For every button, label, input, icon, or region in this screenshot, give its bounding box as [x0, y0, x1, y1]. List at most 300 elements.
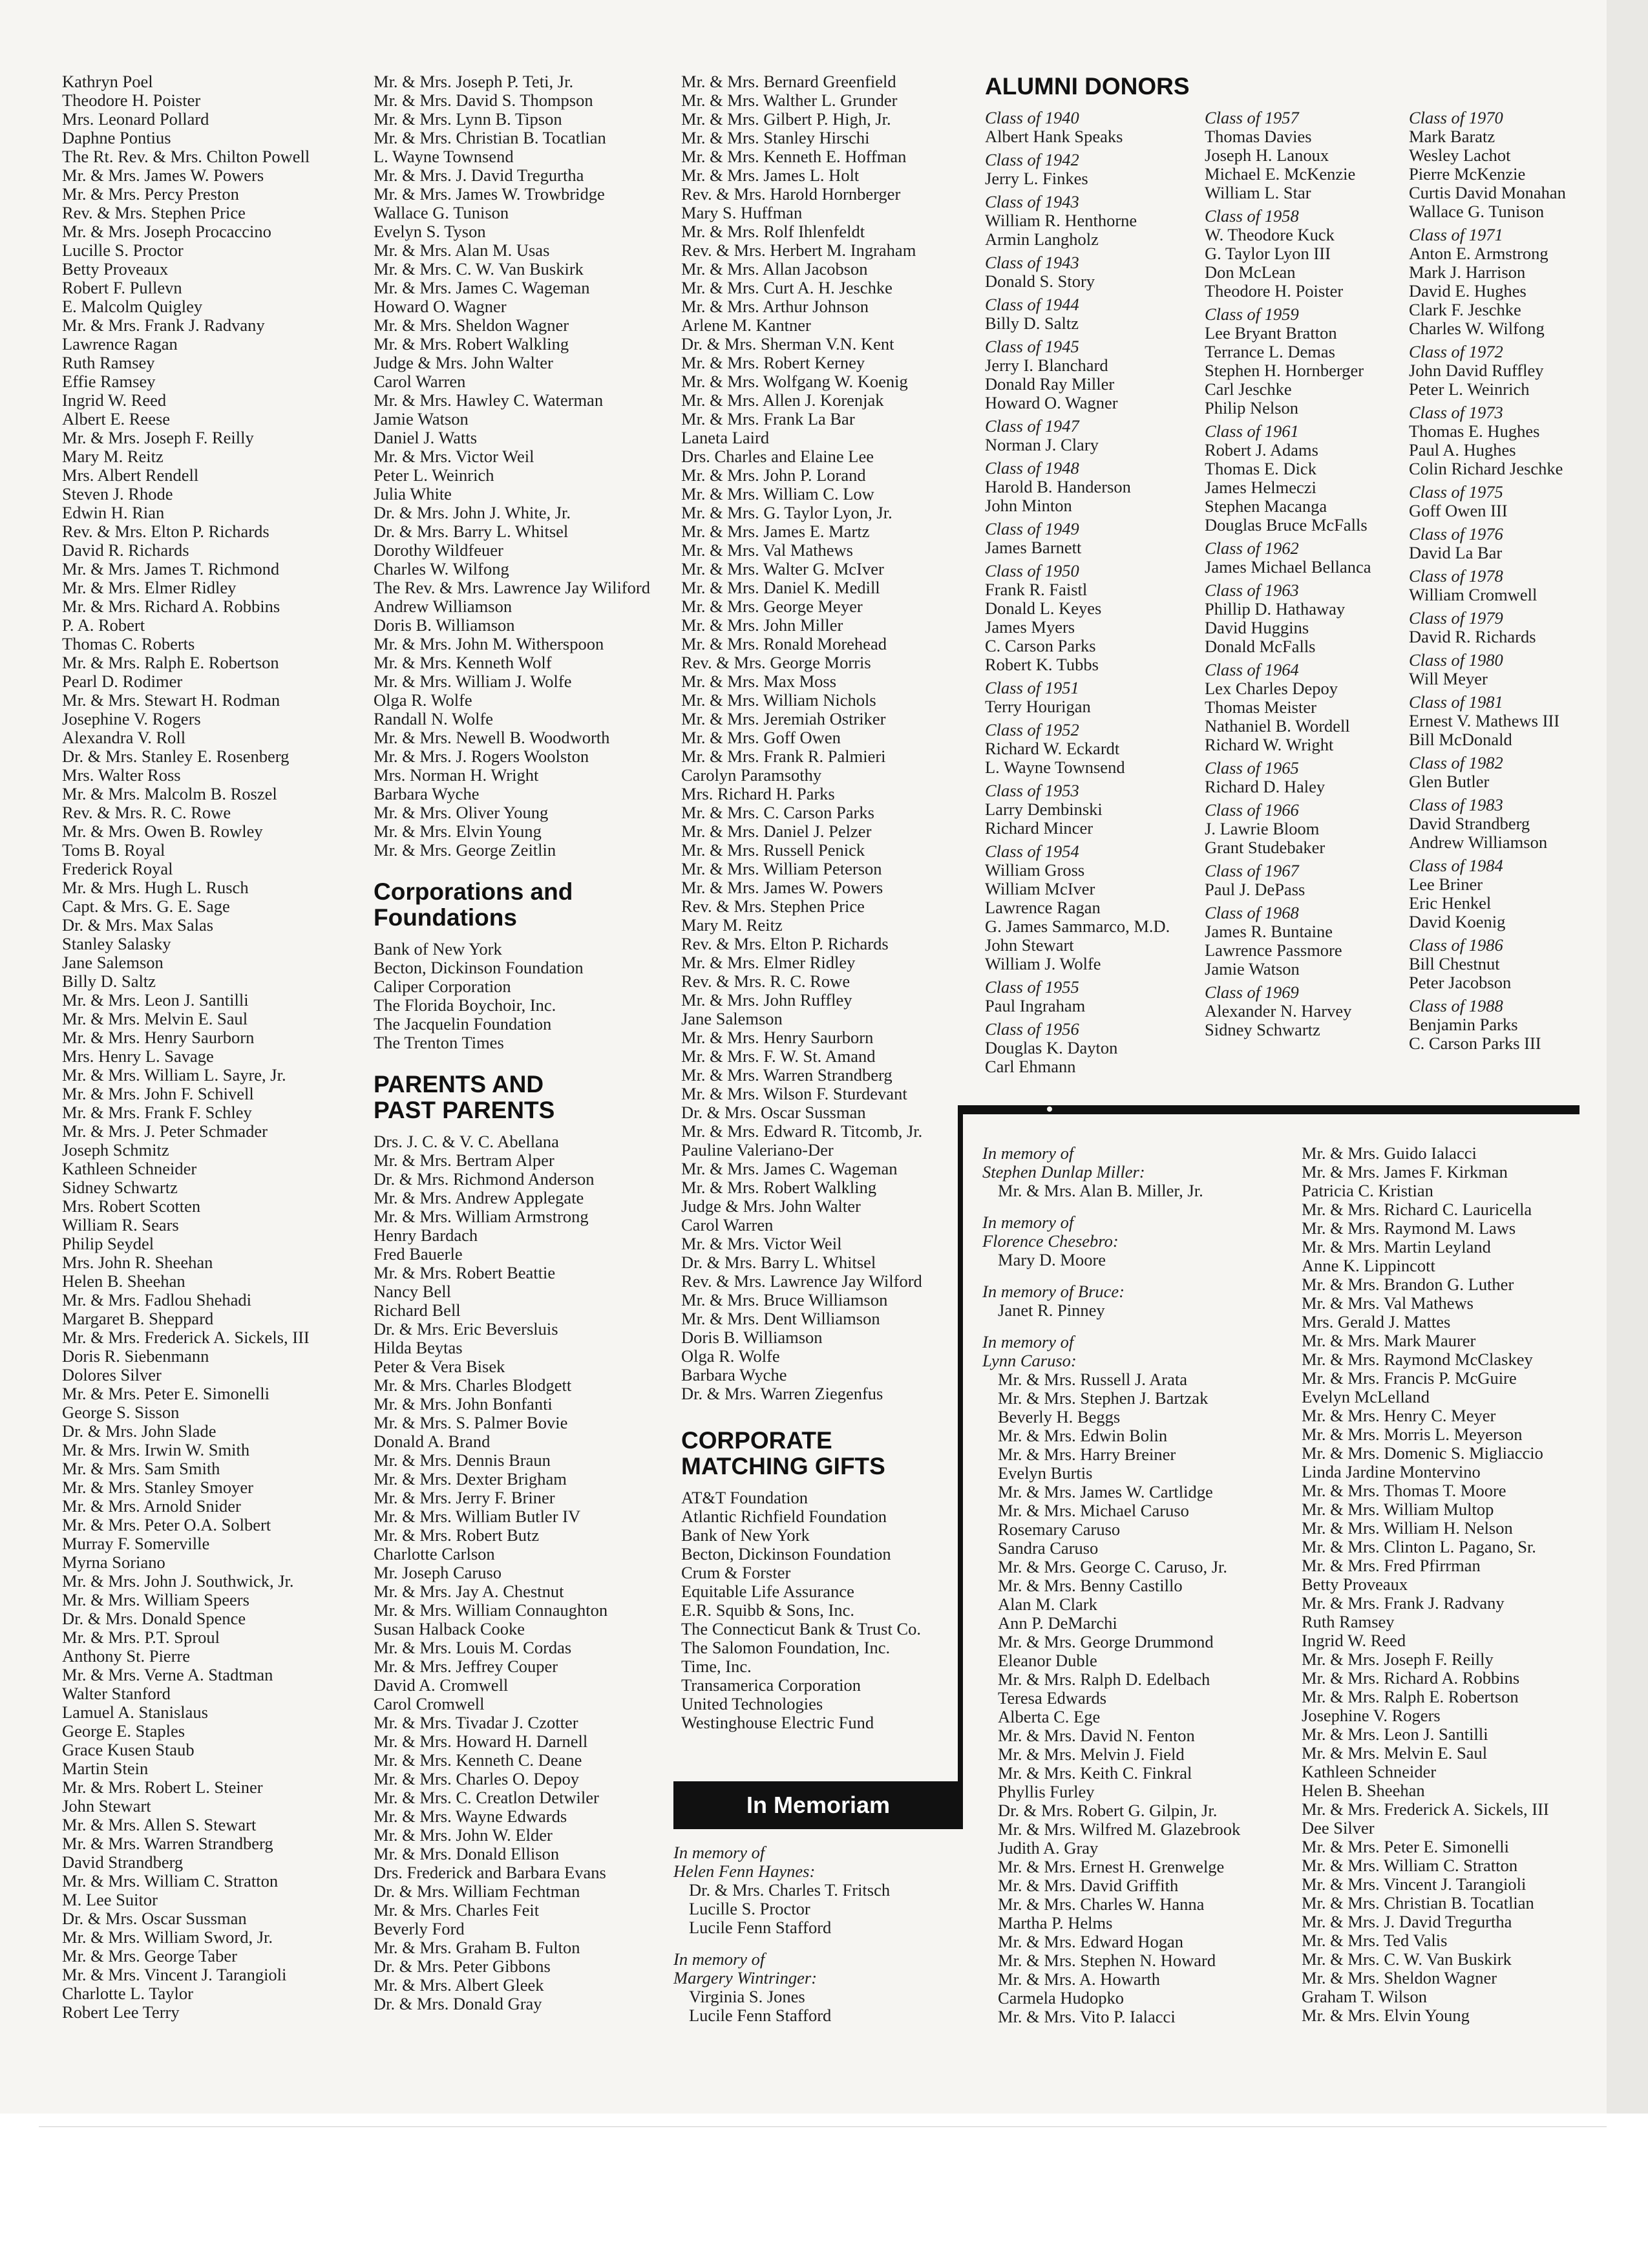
memorial-donor: Alan M. Clark — [998, 1595, 1097, 1614]
parent-donor-name: Mr. & Mrs. Stanley Hirschi — [681, 128, 870, 147]
memorial-donor: Lucile Fenn Stafford — [689, 2006, 832, 2025]
alumni-name: Philip Nelson — [1205, 398, 1299, 418]
donor-name: Mr. & Mrs. John F. Schivell — [62, 1084, 254, 1103]
donor-name: Stanley Salasky — [62, 934, 171, 953]
memorial-donor: Mr. & Mrs. Frank J. Radvany — [1302, 1593, 1505, 1613]
memorial-donor: Judith A. Gray — [998, 1838, 1099, 1858]
parent-donor-name: Mr. & Mrs. Bertram Alper — [374, 1150, 555, 1170]
class-year-label: Class of 1972 — [1409, 342, 1503, 361]
memorial-donor: Mr. & Mrs. Guido Ialacci — [1302, 1143, 1477, 1163]
donor-name: L. Wayne Townsend — [374, 147, 514, 166]
memorial-donor: Ingrid W. Reed — [1302, 1631, 1406, 1650]
memorial-donor: Mr. & Mrs. Ralph E. Robertson — [1302, 1687, 1519, 1706]
parent-donor-name: Mr. & Mrs. Louis M. Cordas — [374, 1638, 572, 1657]
alumni-name: William Cromwell — [1409, 585, 1537, 604]
parent-donor-name: Mr. & Mrs. William Nichols — [681, 690, 876, 710]
parent-donor-name: Beverly Ford — [374, 1919, 465, 1938]
donor-column-2 — [374, 72, 650, 2013]
donor-name: Kathryn Poel — [62, 72, 153, 91]
class-group — [1409, 609, 1566, 646]
donor-name: Mr. & Mrs. Verne A. Stadtman — [62, 1665, 273, 1684]
alumni-name: James Michael Bellanca — [1205, 557, 1371, 577]
memorial-donor: Mr. & Mrs. Keith C. Finkral — [998, 1763, 1192, 1783]
memorial-label: In memory of — [673, 1949, 765, 1969]
parent-donor-name: Nancy Bell — [374, 1282, 451, 1301]
memorial-donor: Mr. & Mrs. Raymond M. Laws — [1302, 1218, 1516, 1238]
parent-donor-name: Mary M. Reitz — [681, 915, 783, 935]
donor-name: Mr. & Mrs. Frank F. Schley — [62, 1103, 252, 1122]
parent-donor-name: Mary S. Huffman — [681, 203, 803, 222]
alumni-name: Richard D. Haley — [1205, 777, 1326, 796]
parent-donor-name: Jane Salemson — [681, 1009, 783, 1028]
class-group — [1205, 759, 1371, 796]
parent-donor-name: Carol Warren — [681, 1215, 774, 1235]
alumni-name: Wesley Lachot — [1409, 145, 1511, 165]
alumni-column-c — [1409, 109, 1566, 1057]
donor-name: William R. Sears — [62, 1215, 179, 1235]
matching-gift-company: E.R. Squibb & Sons, Inc. — [681, 1600, 854, 1620]
donor-name: The Rt. Rev. & Mrs. Chilton Powell — [62, 147, 310, 166]
donor-name: Evelyn S. Tyson — [374, 222, 486, 241]
matching-heading-line-2: MATCHING GIFTS — [681, 1453, 885, 1479]
alumni-name: Lee Bryant Bratton — [1205, 323, 1337, 343]
donor-name: Mr. & Mrs. Owen B. Rowley — [62, 821, 263, 841]
donor-name: Olga R. Wolfe — [374, 690, 472, 710]
class-group — [1409, 997, 1566, 1053]
memorial-donor: Josephine V. Rogers — [1302, 1706, 1441, 1725]
class-group — [985, 193, 1170, 249]
class-group — [985, 1020, 1170, 1076]
donor-name: Mr. & Mrs. John M. Witherspoon — [374, 634, 604, 653]
donor-name: Myrna Soriano — [62, 1553, 165, 1572]
alumni-name: William Gross — [985, 860, 1085, 880]
memorial-column-left — [982, 1144, 1240, 2039]
donor-name: Mr. & Mrs. William C. Stratton — [62, 1871, 279, 1891]
donor-name: Dr. & Mrs. Stanley E. Rosenberg — [62, 747, 290, 766]
parent-donor-name: Mr. & Mrs. Jeremiah Ostriker — [681, 709, 886, 728]
memorial-donor: Evelyn Burtis — [998, 1463, 1093, 1483]
donor-name: Mr. & Mrs. Christian B. Tocatlian — [374, 128, 606, 147]
matching-gift-company: AT&T Foundation — [681, 1488, 808, 1507]
parent-donor-name: Mr. & Mrs. Gilbert P. High, Jr. — [681, 109, 891, 129]
class-group — [1205, 581, 1371, 656]
donor-name: Mr. & Mrs. Henry Saurborn — [62, 1028, 255, 1047]
alumni-name: Larry Dembinski — [985, 800, 1103, 819]
donor-name: Mr. & Mrs. Fadlou Shehadi — [62, 1290, 251, 1309]
class-group — [1409, 796, 1566, 852]
parents-heading-line-1: PARENTS AND — [374, 1071, 544, 1097]
donor-name: Mr. & Mrs. Joseph F. Reilly — [62, 428, 254, 447]
donor-name: Mrs. Walter Ross — [62, 765, 181, 785]
parent-donor-name: Judge & Mrs. John Walter — [681, 1196, 861, 1216]
class-year-label: Class of 1948 — [985, 458, 1079, 478]
alumni-name: L. Wayne Townsend — [985, 758, 1125, 777]
donor-name: Mr. & Mrs. William Sword, Jr. — [62, 1927, 273, 1947]
parent-donor-name: Rev. & Mrs. Lawrence Jay Wilford — [681, 1271, 922, 1291]
alumni-name: G. Taylor Lyon III — [1205, 244, 1331, 263]
matching-gift-company: Bank of New York — [681, 1525, 810, 1545]
class-year-label: Class of 1982 — [1409, 753, 1503, 772]
donor-name: Mr. & Mrs. Elvin Young — [374, 821, 542, 841]
alumni-name: Donald Ray Miller — [985, 374, 1115, 394]
alumni-name: James Myers — [985, 617, 1075, 637]
memorial-donor: Mr. & Mrs. Benny Castillo — [998, 1576, 1183, 1595]
alumni-name: Andrew Williamson — [1409, 832, 1548, 852]
alumni-name: Ernest V. Mathews III — [1409, 711, 1560, 730]
parent-donor-name: Doris B. Williamson — [681, 1328, 823, 1347]
donor-name: Mr. & Mrs. Leon J. Santilli — [62, 990, 249, 1010]
class-group — [1205, 305, 1371, 418]
donor-name: Mr. & Mrs. Sheldon Wagner — [374, 315, 569, 335]
parent-donor-name: Dr. & Mrs. Barry L. Whitsel — [681, 1253, 876, 1272]
corporation-name: The Jacquelin Foundation — [374, 1014, 552, 1033]
parent-donor-name: Mr. & Mrs. Kenneth C. Deane — [374, 1750, 582, 1770]
class-group — [985, 520, 1170, 557]
memorial-label: In memory of Bruce: — [982, 1282, 1125, 1301]
alumni-name: Theodore H. Poister — [1205, 281, 1344, 301]
donor-name: Mrs. Leonard Pollard — [62, 109, 209, 129]
donor-name: Mr. & Mrs. Alan M. Usas — [374, 240, 550, 260]
donor-name: Daphne Pontius — [62, 128, 171, 147]
parent-donor-name: Mr. & Mrs. Allan Jacobson — [681, 259, 868, 279]
donor-name: Mrs. Henry L. Savage — [62, 1046, 214, 1066]
memorial-donor: Mr. & Mrs. Leon J. Santilli — [1302, 1724, 1488, 1744]
parent-donor-name: Mr. & Mrs. James E. Martz — [681, 522, 870, 541]
memorial-donor: Dr. & Mrs. Robert G. Gilpin, Jr. — [998, 1801, 1218, 1820]
alumni-name: C. Carson Parks — [985, 636, 1096, 655]
donor-name: Jamie Watson — [374, 409, 469, 429]
donor-name: Lawrence Ragan — [62, 334, 178, 354]
class-year-label: Class of 1951 — [985, 678, 1079, 697]
alumni-name: Thomas Meister — [1205, 697, 1316, 717]
donor-name: Andrew Williamson — [374, 597, 512, 616]
corporations-heading-line-2: Foundations — [374, 904, 517, 931]
parent-donor-name: Dr. & Mrs. Peter Gibbons — [374, 1956, 551, 1976]
class-group — [985, 781, 1170, 838]
parent-donor-name: Mr. & Mrs. Edward R. Titcomb, Jr. — [681, 1121, 923, 1141]
alumni-name: Wallace G. Tunison — [1409, 202, 1545, 221]
parent-donor-name: Mr. & Mrs. Elmer Ridley — [681, 953, 856, 972]
memorial-donor: Mr. & Mrs. Mark Maurer — [1302, 1331, 1476, 1350]
alumni-name: Curtis David Monahan — [1409, 183, 1566, 202]
alumni-name: Richard W. Wright — [1205, 735, 1334, 754]
parent-donor-name: Mr. & Mrs. Frank R. Palmieri — [681, 747, 886, 766]
donor-name: Mr. & Mrs. Robert Walkling — [374, 334, 569, 354]
memorial-donor: Mr. & Mrs. George C. Caruso, Jr. — [998, 1557, 1228, 1576]
class-year-label: Class of 1988 — [1409, 996, 1503, 1015]
alumni-name: Eric Henkel — [1409, 893, 1492, 913]
memorial-donor: Mr. & Mrs. Brandon G. Luther — [1302, 1275, 1514, 1294]
class-year-label: Class of 1943 — [985, 253, 1079, 272]
alumni-name: J. Lawrie Bloom — [1205, 819, 1320, 838]
matching-gift-company: United Technologies — [681, 1694, 823, 1713]
donor-name: Doris B. Williamson — [374, 615, 515, 635]
parent-donor-name: Mr. & Mrs. George Meyer — [681, 597, 863, 616]
alumni-name: Frank R. Faistl — [985, 580, 1088, 599]
alumni-name: Lawrence Passmore — [1205, 940, 1342, 960]
donor-name: Mr. & Mrs. C. W. Van Buskirk — [374, 259, 584, 279]
memorial-donor: Betty Proveaux — [1302, 1574, 1408, 1594]
donor-name: Mrs. Albert Rendell — [62, 465, 199, 485]
donor-name: Rev. & Mrs. R. C. Rowe — [62, 803, 231, 822]
alumni-name: Terry Hourigan — [985, 697, 1091, 716]
alumni-name: Grant Studebaker — [1205, 838, 1326, 857]
memoriam-lower-list — [673, 1843, 890, 2038]
alumni-name: Lawrence Ragan — [985, 898, 1101, 917]
parent-donor-name: Mr. & Mrs. Robert Butz — [374, 1525, 540, 1545]
parent-donor-name: Mr. & Mrs. Warren Strandberg — [681, 1065, 893, 1085]
parent-donor-name: Drs. Frederick and Barbara Evans — [374, 1863, 606, 1882]
parent-donor-name: Rev. & Mrs. George Morris — [681, 653, 871, 672]
parent-donor-name: Susan Halback Cooke — [374, 1619, 525, 1638]
donor-name: Mr. & Mrs. Joseph P. Teti, Jr. — [374, 72, 574, 91]
class-group — [1205, 422, 1371, 535]
donor-name: Dorothy Wildfeuer — [374, 540, 503, 560]
class-group — [1409, 343, 1566, 399]
alumni-name: Goff Owen III — [1409, 501, 1508, 520]
alumni-name: Peter Jacobson — [1409, 973, 1512, 992]
donor-name: Mr. & Mrs. Kenneth Wolf — [374, 653, 552, 672]
alumni-name: Paul Ingraham — [985, 996, 1086, 1015]
donor-name: Mr. & Mrs. Allen S. Stewart — [62, 1815, 257, 1834]
donor-name: Mr. & Mrs. Melvin E. Saul — [62, 1009, 248, 1028]
class-group — [985, 109, 1170, 146]
class-year-label: Class of 1968 — [1205, 903, 1299, 922]
donor-name: Pearl D. Rodimer — [62, 672, 183, 691]
alumni-name: Bill McDonald — [1409, 730, 1512, 749]
class-group — [1409, 109, 1566, 221]
donor-name: Mr. & Mrs. P.T. Sproul — [62, 1627, 220, 1647]
donor-name: Mr. & Mrs. William Speers — [62, 1590, 249, 1609]
class-year-label: Class of 1966 — [1205, 800, 1299, 820]
memorial-donor: Mr. & Mrs. Joseph F. Reilly — [1302, 1649, 1494, 1669]
donor-name: Martin Stein — [62, 1759, 149, 1778]
parent-donor-name: Mr. & Mrs. Frank La Bar — [681, 409, 855, 429]
memorial-donor: Kathleen Schneider — [1302, 1762, 1437, 1781]
class-year-label: Class of 1986 — [1409, 935, 1503, 955]
parent-donor-name: Mr. & Mrs. William Connaughton — [374, 1600, 608, 1620]
parent-donor-name: Mrs. Richard H. Parks — [681, 784, 835, 803]
memorial-donor: Mr. & Mrs. Michael Caruso — [998, 1501, 1189, 1520]
class-year-label: Class of 1953 — [985, 781, 1079, 800]
parent-donor-name: Barbara Wyche — [681, 1365, 787, 1384]
parent-donor-name: Dr. & Mrs. William Fechtman — [374, 1881, 580, 1901]
parent-donor-name: Mr. & Mrs. C. Carson Parks — [681, 803, 874, 822]
donor-name: Mr. & Mrs. J. David Tregurtha — [374, 165, 584, 185]
alumni-name: Norman J. Clary — [985, 435, 1099, 454]
class-group — [1409, 226, 1566, 338]
class-group — [985, 978, 1170, 1015]
parent-donor-name: Dr. & Mrs. Richmond Anderson — [374, 1169, 595, 1189]
memorial-label: In memory of — [982, 1332, 1074, 1351]
memorial-donor: Mr. & Mrs. Vito P. Ialacci — [998, 2007, 1176, 2026]
parent-donor-name: Mr. & Mrs. Andrew Applegate — [374, 1188, 584, 1207]
memorial-donor: Teresa Edwards — [998, 1688, 1107, 1708]
parent-donor-name: Olga R. Wolfe — [681, 1346, 780, 1366]
alumni-name: Douglas K. Dayton — [985, 1038, 1118, 1057]
alumni-name: William L. Star — [1205, 183, 1311, 202]
class-group — [985, 417, 1170, 454]
memorial-label: In memory of — [982, 1213, 1074, 1232]
parent-donor-name: Dr. & Mrs. Oscar Sussman — [681, 1103, 866, 1122]
alumni-name: Will Meyer — [1409, 669, 1488, 688]
alumni-name: Phillip D. Hathaway — [1205, 599, 1346, 619]
donor-name: Joseph Schmitz — [62, 1140, 169, 1160]
donor-name: Mr. & Mrs. David S. Thompson — [374, 90, 593, 110]
alumni-name: James R. Buntaine — [1205, 922, 1333, 941]
matching-gift-company: Atlantic Richfield Foundation — [681, 1507, 887, 1526]
alumni-name: David Koenig — [1409, 912, 1506, 931]
memorial-donor: Anne K. Lippincott — [1302, 1256, 1435, 1275]
memorial-donor: Mr. & Mrs. Elvin Young — [1302, 2006, 1470, 2025]
donor-name: Jane Salemson — [62, 953, 164, 972]
alumni-name: Charles W. Wilfong — [1409, 319, 1545, 338]
donor-name: Peter L. Weinrich — [374, 465, 494, 485]
memorial-donor: Eleanor Duble — [998, 1651, 1097, 1670]
class-year-label: Class of 1971 — [1409, 225, 1503, 244]
alumni-name: James Barnett — [985, 538, 1082, 557]
donor-name: Frederick Royal — [62, 859, 173, 878]
alumni-name: James Helmeczi — [1205, 478, 1316, 497]
parent-donor-name: Mr. & Mrs. Albert Gleek — [374, 1975, 544, 1995]
alumni-name: William J. Wolfe — [985, 954, 1101, 973]
memorial-donor: Mrs. Gerald J. Mattes — [1302, 1312, 1451, 1331]
class-group — [1409, 754, 1566, 791]
parent-donor-name: Mr. & Mrs. Walter G. McIver — [681, 559, 884, 578]
parent-donor-name: Mr. & Mrs. William Butler IV — [374, 1507, 581, 1526]
memorial-donor: Mr. & Mrs. Thomas T. Moore — [1302, 1481, 1506, 1500]
class-year-label: Class of 1976 — [1409, 524, 1503, 544]
class-group — [1205, 109, 1371, 202]
parent-donor-name: Mr. & Mrs. James W. Powers — [681, 878, 883, 897]
donor-name: Mr. & Mrs. James W. Powers — [62, 165, 264, 185]
memorial-honoree: Lynn Caruso: — [982, 1351, 1077, 1370]
corporations-list — [374, 940, 650, 1052]
donor-name: Mr. & Mrs. Victor Weil — [374, 447, 534, 466]
class-group — [1205, 661, 1371, 754]
class-group — [985, 295, 1170, 333]
class-year-label: Class of 1962 — [1205, 538, 1299, 558]
donor-name: Murray F. Somerville — [62, 1534, 210, 1553]
parent-donor-name: Mr. & Mrs. Henry Saurborn — [681, 1028, 874, 1047]
donor-name: M. Lee Suitor — [62, 1890, 158, 1909]
parent-donor-name: Drs. J. C. & V. C. Abellana — [374, 1132, 559, 1151]
alumni-name: Lex Charles Depoy — [1205, 679, 1338, 698]
alumni-name: John David Ruffley — [1409, 361, 1544, 380]
class-year-label: Class of 1967 — [1205, 861, 1299, 880]
alumni-name: G. James Sammarco, M.D. — [985, 917, 1170, 936]
alumni-column-a — [985, 109, 1170, 1081]
memorial-donor: Mr. & Mrs. J. David Tregurtha — [1302, 1912, 1512, 1931]
memorial-donor: Mary D. Moore — [998, 1250, 1106, 1269]
alumni-name: Bill Chestnut — [1409, 954, 1500, 973]
donor-name: Grace Kusen Staub — [62, 1740, 195, 1759]
memorial-honoree: Stephen Dunlap Miller: — [982, 1162, 1145, 1182]
memorial-donor: Mr. & Mrs. Val Mathews — [1302, 1293, 1474, 1313]
parent-donor-name: Mr. & Mrs. Robert Walkling — [681, 1178, 877, 1197]
donor-name: E. Malcolm Quigley — [62, 297, 203, 316]
memorial-donor: Linda Jardine Montervino — [1302, 1462, 1481, 1481]
parent-donor-name: Mr. & Mrs. Bruce Williamson — [681, 1290, 888, 1309]
memorial-donor: Beverly H. Beggs — [998, 1407, 1121, 1426]
class-group — [1205, 801, 1371, 857]
class-year-label: Class of 1956 — [985, 1019, 1079, 1039]
alumni-name: Colin Richard Jeschke — [1409, 459, 1563, 478]
donor-name: Dr. & Mrs. Max Salas — [62, 915, 214, 935]
class-year-label: Class of 1964 — [1205, 660, 1299, 679]
section-rule-vertical — [958, 1110, 963, 1781]
parent-donor-name: Mr. & Mrs. Arthur Johnson — [681, 297, 869, 316]
donor-name: Mr. & Mrs. Hugh L. Rusch — [62, 878, 249, 897]
donor-name: Mr. & Mrs. Frederick A. Sickels, III — [62, 1328, 310, 1347]
donor-name: Thomas C. Roberts — [62, 634, 195, 653]
donor-name: Anthony St. Pierre — [62, 1646, 190, 1666]
memorial-donor: Mr. & Mrs. Sheldon Wagner — [1302, 1968, 1497, 1987]
donor-name: Mr. & Mrs. Lynn B. Tipson — [374, 109, 562, 129]
donor-name: Robert Lee Terry — [62, 2002, 180, 2022]
parent-donor-name: Laneta Laird — [681, 428, 770, 447]
matching-gift-company: The Salomon Foundation, Inc. — [681, 1638, 891, 1657]
alumni-name: Stephen Macanga — [1205, 496, 1327, 516]
alumni-name: William R. Henthorne — [985, 211, 1137, 230]
donor-name: Mr. & Mrs. Elmer Ridley — [62, 578, 237, 597]
memorial-donor: Mr. & Mrs. Melvin J. Field — [998, 1744, 1185, 1764]
parents-list — [374, 1132, 650, 2013]
matching-gift-company: Crum & Forster — [681, 1563, 791, 1582]
class-year-label: Class of 1949 — [985, 519, 1079, 538]
donor-name: Mr. & Mrs. Irwin W. Smith — [62, 1440, 250, 1459]
parent-donor-name: Mr. & Mrs. William Peterson — [681, 859, 882, 878]
memorial-donor: Mr. & Mrs. A. Howarth — [998, 1969, 1161, 1989]
parent-donor-name: Rev. & Mrs. Elton P. Richards — [681, 934, 889, 953]
parent-donor-name: Richard Bell — [374, 1300, 461, 1320]
corporation-name: Becton, Dickinson Foundation — [374, 958, 584, 977]
memorial-donor: Mr. & Mrs. Ralph D. Edelbach — [998, 1669, 1210, 1689]
donor-name: Philip Seydel — [62, 1234, 154, 1253]
parent-donor-name: Rev. & Mrs. R. C. Rowe — [681, 971, 850, 991]
parent-donor-name: Mr. & Mrs. Wilson F. Sturdevant — [681, 1084, 907, 1103]
corporation-name: The Trenton Times — [374, 1033, 504, 1052]
donor-name: Sidney Schwartz — [62, 1178, 178, 1197]
memorial-donor: Martha P. Helms — [998, 1913, 1113, 1933]
memorial-donor: Evelyn McLelland — [1302, 1387, 1430, 1406]
parent-donor-name: Dr. & Mrs. Warren Ziegenfus — [681, 1384, 883, 1403]
memorial-donor: Mr. & Mrs. Alan B. Miller, Jr. — [998, 1181, 1203, 1200]
memorial-donor: Mr. & Mrs. William C. Stratton — [1302, 1856, 1518, 1875]
donor-name: Dolores Silver — [62, 1365, 162, 1384]
donor-name: Billy D. Saltz — [62, 971, 156, 991]
matching-gift-company: Time, Inc. — [681, 1657, 752, 1676]
matching-gifts-list — [681, 1489, 922, 1732]
memorial-column-right — [1302, 1144, 1549, 2025]
corporation-name: Caliper Corporation — [374, 977, 511, 996]
matching-gift-company: Transamerica Corporation — [681, 1675, 861, 1695]
alumni-name: Richard Mincer — [985, 818, 1093, 838]
parent-donor-name: Mr. & Mrs. Walther L. Grunder — [681, 90, 898, 110]
donor-name: Mr. & Mrs. Hawley C. Waterman — [374, 390, 604, 410]
alumni-name: Peter L. Weinrich — [1409, 379, 1530, 399]
alumni-name: Douglas Bruce McFalls — [1205, 515, 1368, 535]
class-group — [1409, 856, 1566, 931]
parent-donor-name: Carolyn Paramsothy — [681, 765, 822, 785]
donor-name: Mr. & Mrs. Stanley Smoyer — [62, 1478, 253, 1497]
memorial-donor: Mr. & Mrs. Raymond McClaskey — [1302, 1350, 1533, 1369]
class-year-label: Class of 1957 — [1205, 108, 1299, 127]
memorial-honoree: Margery Wintringer: — [673, 1968, 818, 1987]
class-group — [1409, 525, 1566, 562]
parent-donor-name: Mr. & Mrs. John W. Elder — [374, 1825, 553, 1845]
memorial-donor: Mr. & Mrs. Stephen N. Howard — [998, 1951, 1216, 1970]
